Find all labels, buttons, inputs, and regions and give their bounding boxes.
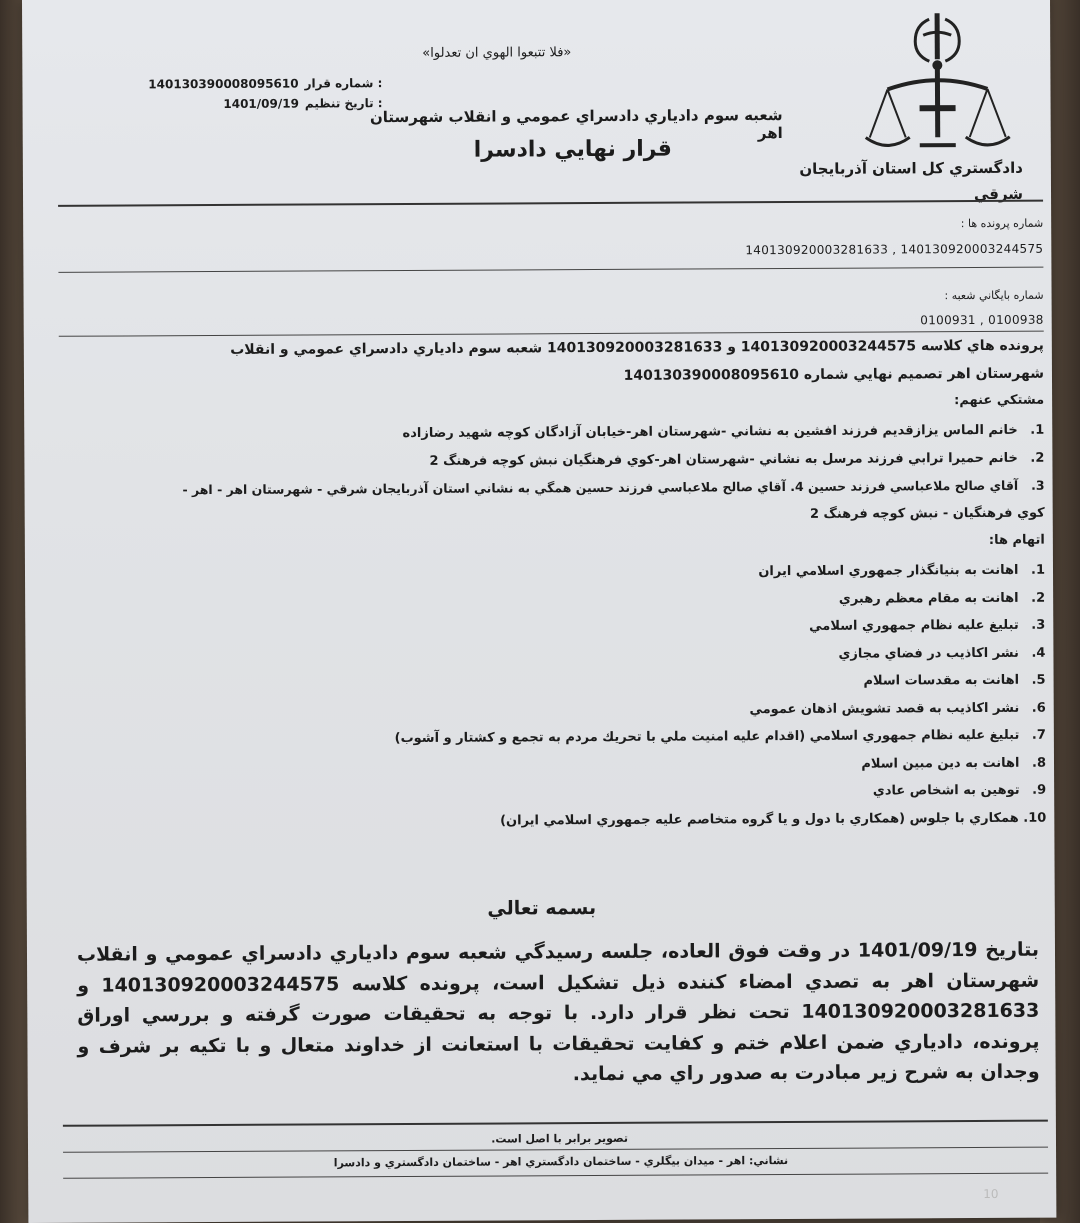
footer-divider-top (63, 1120, 1048, 1127)
list-item: 3. تبليغ عليه نظام جمهوري اسلامي (809, 617, 1046, 634)
document-page (22, 0, 1056, 1223)
defendants-list (64, 417, 1045, 532)
list-item: 4. نشر اكاذيب در فضاي مجازي (838, 645, 1046, 662)
court-address: نشاني: اهر - ميدان بيگلري - ساختمان دادگستري اهر - ساختمان دادگستري و دادسرا (333, 1154, 789, 1170)
list-item: 10. همكاري با جلوس (همكاري با دول و يا گروه متخاصم عليه جمهوري اسلامي ايران) (500, 810, 1047, 829)
list-item: 1. اهانت به بنيانگذار جمهوري اسلامي ايران (758, 562, 1046, 580)
decision-number-value: 140130390008095610 (148, 76, 299, 92)
quran-verse: «فلا تتبعوا الهوي ان تعدلوا» (422, 45, 572, 61)
document-title: قرار نهايي دادسرا (473, 136, 672, 163)
intro-line-1: پرونده هاي كلاسه 140130920003244575 و 140130920003281633 شعبه سوم دادياري دادسراي عمومي و انقلاب (230, 337, 1044, 358)
charges-list (225, 557, 1046, 836)
list-item: 1. خانم الماس يزازقديم فرزند افشين به نشاني -شهرستان اهر-خيابان آزادگان كوچه شهيد رضازاده (402, 422, 1045, 442)
list-item: 9. توهين به اشخاص عادي (872, 782, 1047, 799)
defendants-label: مشتكي عنهم: (954, 392, 1045, 409)
list-item: 5. اهانت به مقدسات اسلام (863, 672, 1046, 689)
issue-date-label: تاريخ تنظيم : (304, 96, 383, 111)
scales-of-justice-emblem-icon (857, 5, 1018, 156)
ruling-heading: بسمه تعالي (487, 897, 597, 920)
footer-divider-bottom (63, 1173, 1048, 1179)
page-mark: 10 (983, 1186, 999, 1201)
list-item: 2. خانم حميرا ترابي فرزند مرسل به نشاني -شهرستان اهر-كوي فرهنگيان نبش كوچه فرهنگ 2 (429, 450, 1045, 469)
intro-line-2: شهرستان اهر تصميم نهايي شماره 140130390008095610 (623, 365, 1045, 384)
issue-date-value: 1401/09/19 (223, 96, 299, 111)
decision-meta (132, 73, 382, 114)
list-item: 6. نشر اكاذيب به قصد تشويش اذهان عمومي (749, 700, 1046, 717)
certified-copy-note: تصوير برابر با اصل است. (491, 1131, 629, 1146)
list-item: كوي فرهنگيان - نبش كوچه فرهنگ 2 (809, 505, 1045, 522)
list-item: 8. اهانت به دين مبين اسلام (861, 755, 1047, 772)
branch-title: شعبه سوم دادياري دادسراي عمومي و انقلاب شهرستان اهر (369, 106, 783, 143)
archive-numbers-label: شماره بايگاني شعبه : (944, 288, 1044, 303)
footer-divider-middle (63, 1147, 1048, 1153)
ruling-text: بتاريخ 1401/09/19 در وقت فوق العاده، جلسه رسيدگي شعبه سوم دادياري دادسراي عمومي و انقلاب شهرستان اهر به تصدي امضاء كننده ذيل تشكيل است، پرونده كلاسه 140130920003244575 و 140130920003281633 تحت نظر قرار دارد. با توجه به تحقيقات صورت گرفته و بررسي اوراق پرونده، دادياري ضمن اعلام ختم و كفايت تحقيقات با استعانت از خداوند متعال و با تكيه بر شرف و وجدان به شرح زير مبادرت به صدور راي مي نمايد. (76, 938, 1040, 1086)
court-name-line2: شرقي (973, 184, 1024, 204)
decision-number-label: شماره قرار : (304, 76, 383, 91)
charges-label: اتهام ها: (988, 532, 1045, 548)
file-numbers-value: 14013092000328163‪3 , 140130920003244575 (745, 241, 1044, 258)
file-numbers-label: شماره پرونده ها : (960, 216, 1044, 231)
court-name-line1: دادگستري كل استان آذربايجان (799, 158, 1023, 178)
list-item: 7. تبليغ عليه نظام جمهوري اسلامي (اقدام عليه امنيت ملي با تحريك مردم به تجمع و كشتار و آشوب) (394, 727, 1046, 747)
file-numbers-divider (58, 267, 1043, 273)
list-item: 3. آقاي صالح ملاعباسي فرزند حسين 4. آقاي صالح ملاعباسي فرزند حسين همگي به نشاني استان آذربايجان شرقي - شهرستان اهر - اهر - (182, 477, 1045, 498)
list-item: 2. اهانت به مقام معظم رهبري (838, 590, 1046, 607)
archive-numbers-value: 0100938 , 0100931 (920, 312, 1044, 328)
